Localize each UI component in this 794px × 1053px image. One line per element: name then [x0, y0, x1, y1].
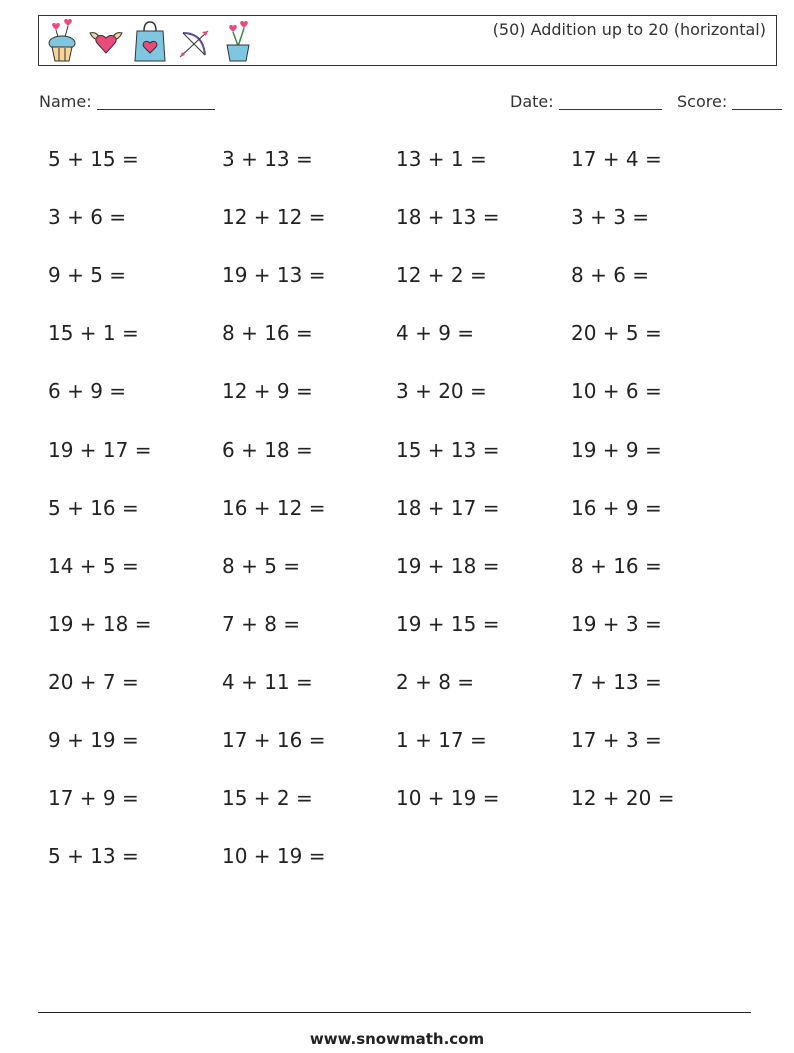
footer-divider [38, 1012, 751, 1013]
addition-problem: 3 + 6 = [48, 205, 127, 229]
addition-problem: 5 + 16 = [48, 496, 139, 520]
addition-problem: 13 + 1 = [396, 147, 487, 171]
addition-problem: 8 + 16 = [222, 321, 313, 345]
addition-problem: 8 + 16 = [571, 554, 662, 578]
addition-problem: 5 + 13 = [48, 844, 139, 868]
footer-website: www.snowmath.com [309, 1030, 485, 1048]
addition-problem: 9 + 5 = [48, 263, 127, 287]
addition-problem: 17 + 9 = [48, 786, 139, 810]
addition-problem: 19 + 9 = [571, 438, 662, 462]
addition-problem: 20 + 7 = [48, 670, 139, 694]
addition-problem: 10 + 19 = [222, 844, 326, 868]
addition-problem: 16 + 12 = [222, 496, 326, 520]
addition-problem: 4 + 9 = [396, 321, 475, 345]
addition-problem: 12 + 9 = [222, 379, 313, 403]
addition-problem: 19 + 18 = [396, 554, 500, 578]
name-field [39, 92, 215, 111]
addition-problem: 10 + 6 = [571, 379, 662, 403]
score-label: Score: [677, 92, 728, 111]
addition-problem: 19 + 17 = [48, 438, 152, 462]
addition-problem: 19 + 15 = [396, 612, 500, 636]
addition-problem: 18 + 17 = [396, 496, 500, 520]
addition-problem: 2 + 8 = [396, 670, 475, 694]
addition-problem: 19 + 13 = [222, 263, 326, 287]
addition-problem: 8 + 6 = [571, 263, 650, 287]
addition-problem: 15 + 13 = [396, 438, 500, 462]
name-blank[interactable] [97, 93, 215, 110]
date-score-fields [510, 92, 782, 111]
addition-problem: 15 + 2 = [222, 786, 313, 810]
addition-problem: 8 + 5 = [222, 554, 301, 578]
addition-problem: 18 + 13 = [396, 205, 500, 229]
addition-problem: 1 + 17 = [396, 728, 487, 752]
addition-problem: 10 + 19 = [396, 786, 500, 810]
addition-problem: 9 + 19 = [48, 728, 139, 752]
addition-problem: 4 + 11 = [222, 670, 313, 694]
cupcake-hearts-icon [45, 19, 79, 63]
addition-problem: 12 + 20 = [571, 786, 675, 810]
date-label: Date: [510, 92, 554, 111]
addition-problem: 17 + 16 = [222, 728, 326, 752]
addition-problem: 7 + 13 = [571, 670, 662, 694]
heart-flower-pot-icon [221, 19, 255, 63]
addition-problem: 17 + 3 = [571, 728, 662, 752]
addition-problem: 19 + 18 = [48, 612, 152, 636]
score-blank[interactable] [732, 93, 782, 110]
heart-shopping-bag-icon [133, 19, 167, 63]
worksheet-title: (50) Addition up to 20 (horizontal) [492, 20, 766, 39]
addition-problem: 7 + 8 = [222, 612, 301, 636]
addition-problem: 6 + 9 = [48, 379, 127, 403]
date-blank[interactable] [559, 93, 662, 110]
addition-problem: 20 + 5 = [571, 321, 662, 345]
addition-problem: 14 + 5 = [48, 554, 139, 578]
winged-heart-icon [89, 19, 123, 63]
addition-problem: 12 + 12 = [222, 205, 326, 229]
addition-problem: 15 + 1 = [48, 321, 139, 345]
addition-problem: 6 + 18 = [222, 438, 313, 462]
addition-problem: 17 + 4 = [571, 147, 662, 171]
addition-problem: 5 + 15 = [48, 147, 139, 171]
header-icons [45, 19, 255, 63]
addition-problem: 16 + 9 = [571, 496, 662, 520]
addition-problem: 3 + 3 = [571, 205, 650, 229]
addition-problem: 3 + 20 = [396, 379, 487, 403]
addition-problem: 19 + 3 = [571, 612, 662, 636]
name-label: Name: [39, 92, 92, 111]
addition-problem: 12 + 2 = [396, 263, 487, 287]
worksheet-header [38, 15, 777, 66]
addition-problem: 3 + 13 = [222, 147, 313, 171]
cupid-bow-arrow-icon [177, 19, 211, 63]
